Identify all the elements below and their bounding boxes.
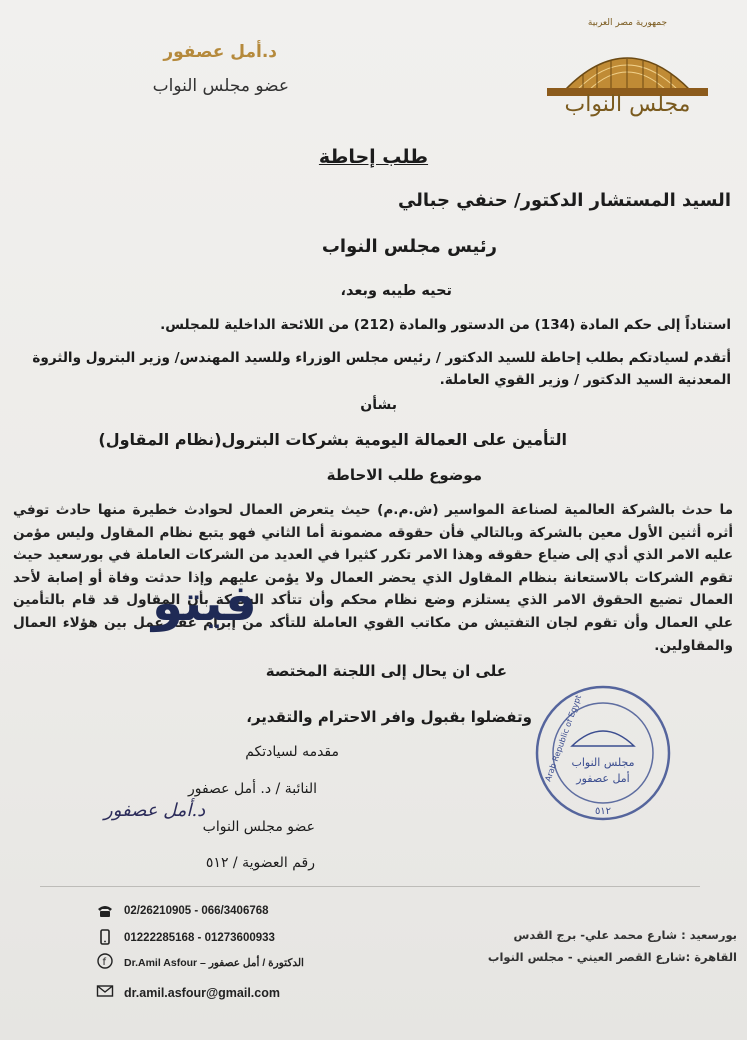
referral-line: على ان يحال إلى اللجنة المختصة bbox=[265, 662, 507, 680]
signature-text: د.أمل عصفور bbox=[104, 800, 206, 821]
subject: التأمين على العمالة اليومية بشركات البترول(نظام المقاول) bbox=[98, 430, 567, 449]
footer-divider bbox=[40, 886, 700, 887]
logo-top-text: جمهورية مصر العربية bbox=[587, 18, 668, 28]
closing-line: وتفضلوا بقبول وافر الاحترام والتقدير، bbox=[246, 708, 532, 726]
signatory-role: عضو مجلس النواب bbox=[202, 819, 315, 835]
email-icon bbox=[96, 983, 114, 999]
logo-name: مجلس النواب bbox=[564, 92, 691, 117]
legal-basis: استناداً إلى حكم المادة (134) من الدستور والمادة (212) من اللائحة الداخلية للمجلس. bbox=[160, 317, 731, 333]
address-portsaid: بورسعيد : شارع محمد علي- برج القدس bbox=[513, 928, 737, 942]
request-line-2: المعدنية السيد الدكتور / وزير القوي العاملة. bbox=[439, 372, 731, 388]
member-name: د.أمل عصفور bbox=[163, 42, 277, 62]
stamp-arabic-top: مجلس النواب bbox=[571, 756, 635, 769]
parliament-logo bbox=[525, 18, 730, 118]
watermark-logo bbox=[152, 574, 257, 632]
phone-numbers: 02/26210905 - 066/3406768 bbox=[124, 905, 269, 917]
facebook-name-ar: الدكتورة / أمل عصفور bbox=[208, 957, 304, 969]
addressee: السيد المستشار الدكتور/ حنفي جبالي bbox=[397, 190, 731, 211]
facebook-icon bbox=[96, 953, 114, 969]
addressee-role: رئيس مجلس النواب bbox=[321, 236, 497, 257]
submitted-by: مقدمه لسيادتكم bbox=[245, 744, 339, 760]
official-stamp bbox=[532, 682, 674, 824]
subject-heading: موضوع طلب الاحاطة bbox=[326, 466, 482, 484]
membership-number: رقم العضوية / ٥١٢ bbox=[205, 855, 315, 871]
facebook-handle: Dr.Amil Asfour – الدكتورة / أمل عصفور bbox=[124, 957, 304, 969]
address-cairo: القاهرة :شارع القصر العيني - مجلس النواب bbox=[487, 950, 737, 964]
mobile-numbers: 01222285168 - 01273600933 bbox=[124, 932, 275, 944]
svg-text:f: f bbox=[102, 957, 107, 968]
handwritten-signature bbox=[104, 800, 205, 821]
regarding: بشأن bbox=[360, 397, 397, 413]
facebook-name-en: Dr.Amil Asfour bbox=[124, 957, 198, 969]
seal-icon bbox=[532, 682, 674, 824]
watermark-text: فيتو bbox=[152, 574, 257, 632]
signatory: النائبة / د. أمل عصفور bbox=[187, 781, 317, 797]
email-address[interactable]: dr.amil.asfour@gmail.com bbox=[124, 986, 280, 1000]
stamp-number: ٥١٢ bbox=[594, 806, 612, 817]
title-text: طلب إحاطة bbox=[318, 146, 429, 168]
stamp-outer-text: Arab Republic of Egypt bbox=[543, 693, 584, 783]
greeting: تحيه طيبه وبعد، bbox=[340, 283, 452, 299]
mobile-icon bbox=[96, 929, 114, 945]
request-line-1: أتقدم لسيادتكم بطلب إحاطة للسيد الدكتور / رئيس مجلس الوزراء وللسيد المهندس/ وزير البترول والثروة bbox=[32, 350, 731, 366]
phone-icon bbox=[96, 903, 114, 919]
member-role: عضو مجلس النواب bbox=[152, 76, 289, 96]
document-title bbox=[0, 146, 747, 168]
body-paragraph: ما حدث بالشركة العالمية لصناعة المواسير (ش.م.م) حيث يتعرض العمال لحوادث خطيرة منها حادث توفي أثره أثنين الأول معين بالشركة وبالتالي فأن حقوقه مضمونة أما الثاني فهو يتبع نظام المقاول وليس مؤمن عليه الامر الذي أدي إلى ضياع حقوقه وهذا الامر تكرر كثيرا في العديد من الشركات العاملة في بورسعيد حيث تقوم الشركات بالاستعانة بنظام المقاول الذي يحضر العمال ولا يؤمن عليهم وإذا حدثت وفاة أو إصابة لأحد العمال تضيع الحقوق الامر الذي يستلزم وضع نظام محكم وأن تتأكد الشركة بأن المقاول قد قام بالتأمين علي العمال وأن تقوم لجان التفتيش من مكاتب القوي العاملة للتأكد من إبرام عقد عمل بين هؤلاء العمال والمقاولين. bbox=[13, 502, 733, 654]
stamp-name: أمل عصفور bbox=[576, 772, 630, 785]
